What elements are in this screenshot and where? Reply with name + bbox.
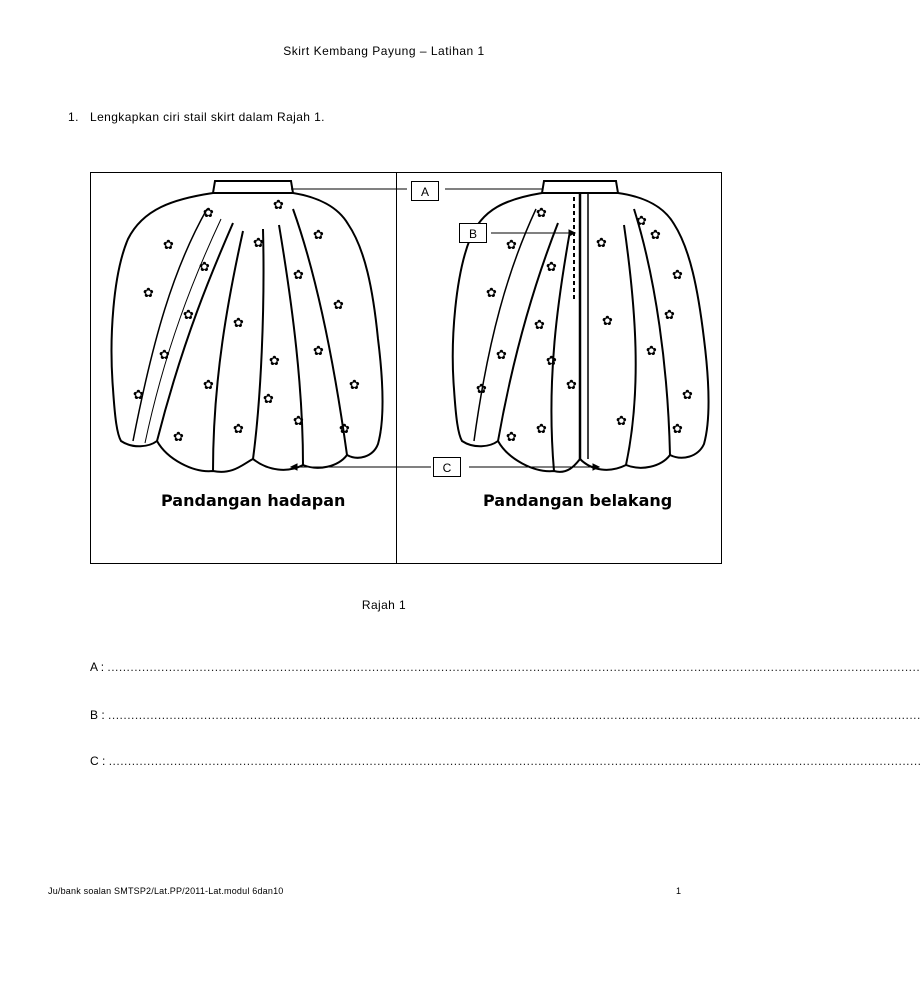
svg-text:✿: ✿	[672, 268, 683, 283]
svg-text:✿: ✿	[682, 388, 693, 403]
answer-key: B	[90, 708, 99, 722]
svg-text:✿: ✿	[636, 214, 647, 229]
svg-text:✿: ✿	[293, 268, 304, 283]
svg-text:✿: ✿	[339, 422, 350, 437]
answer-separator: :	[100, 660, 105, 674]
footer-source: Ju/bank soalan SMTSP2/Lat.PP/2011-Lat.modul 6dan10	[48, 886, 284, 896]
svg-text:✿: ✿	[133, 388, 144, 403]
svg-text:✿: ✿	[506, 238, 517, 253]
answer-key: C	[90, 754, 99, 768]
answer-line-b[interactable]	[90, 708, 921, 722]
svg-text:✿: ✿	[616, 414, 627, 429]
svg-text:✿: ✿	[163, 238, 174, 253]
svg-text:✿: ✿	[233, 316, 244, 331]
svg-text:✿: ✿	[313, 344, 324, 359]
answer-separator: :	[102, 754, 106, 768]
svg-text:✿: ✿	[183, 308, 194, 323]
svg-text:✿: ✿	[253, 236, 264, 251]
question-number: 1.	[68, 110, 79, 124]
svg-text:✿: ✿	[546, 354, 557, 369]
back-view-label: Pandangan belakang	[483, 491, 673, 510]
answer-key: A	[90, 660, 98, 674]
svg-text:✿: ✿	[293, 414, 304, 429]
svg-text:✿: ✿	[486, 286, 497, 301]
front-view-label: Pandangan hadapan	[161, 491, 346, 510]
svg-text:✿: ✿	[173, 430, 184, 445]
svg-text:✿: ✿	[476, 382, 487, 397]
page-number: 1	[676, 886, 682, 896]
answer-separator: :	[101, 708, 105, 722]
svg-text:✿: ✿	[650, 228, 661, 243]
page-title: Skirt Kembang Payung – Latihan 1	[283, 44, 485, 58]
svg-text:✿: ✿	[546, 260, 557, 275]
answer-line-a[interactable]	[90, 660, 921, 674]
answer-blank: ....................................................................................................................................................................................................................	[107, 660, 921, 674]
svg-text:✿: ✿	[143, 286, 154, 301]
answer-blank: ....................................................................................................................................................................................................................	[108, 708, 921, 722]
svg-text:✿: ✿	[269, 354, 280, 369]
marker-a: A	[411, 181, 439, 201]
question-1	[68, 110, 325, 124]
svg-text:✿: ✿	[333, 298, 344, 313]
svg-text:✿: ✿	[536, 206, 547, 221]
answer-blank: ....................................................................................................................................................................................................................	[108, 754, 922, 768]
svg-text:✿: ✿	[646, 344, 657, 359]
question-text: Lengkapkan ciri stail skirt dalam Rajah 1.	[90, 110, 325, 124]
svg-text:✿: ✿	[506, 430, 517, 445]
svg-text:✿: ✿	[203, 378, 214, 393]
svg-text:✿: ✿	[534, 318, 545, 333]
answer-line-c[interactable]	[90, 754, 922, 768]
svg-text:✿: ✿	[233, 422, 244, 437]
svg-text:✿: ✿	[566, 378, 577, 393]
svg-text:✿: ✿	[496, 348, 507, 363]
svg-text:✿: ✿	[199, 260, 210, 275]
svg-text:✿: ✿	[313, 228, 324, 243]
figure-caption: Rajah 1	[361, 598, 407, 612]
svg-text:✿: ✿	[203, 206, 214, 221]
marker-b: B	[459, 223, 487, 243]
marker-c: C	[433, 457, 461, 477]
svg-text:✿: ✿	[349, 378, 360, 393]
svg-text:✿: ✿	[596, 236, 607, 251]
svg-text:✿: ✿	[273, 198, 284, 213]
svg-text:✿: ✿	[664, 308, 675, 323]
figure-rajah-1	[90, 172, 722, 564]
svg-text:✿: ✿	[672, 422, 683, 437]
svg-text:✿: ✿	[263, 392, 274, 407]
svg-text:✿: ✿	[602, 314, 613, 329]
svg-text:✿: ✿	[159, 348, 170, 363]
svg-text:✿: ✿	[536, 422, 547, 437]
